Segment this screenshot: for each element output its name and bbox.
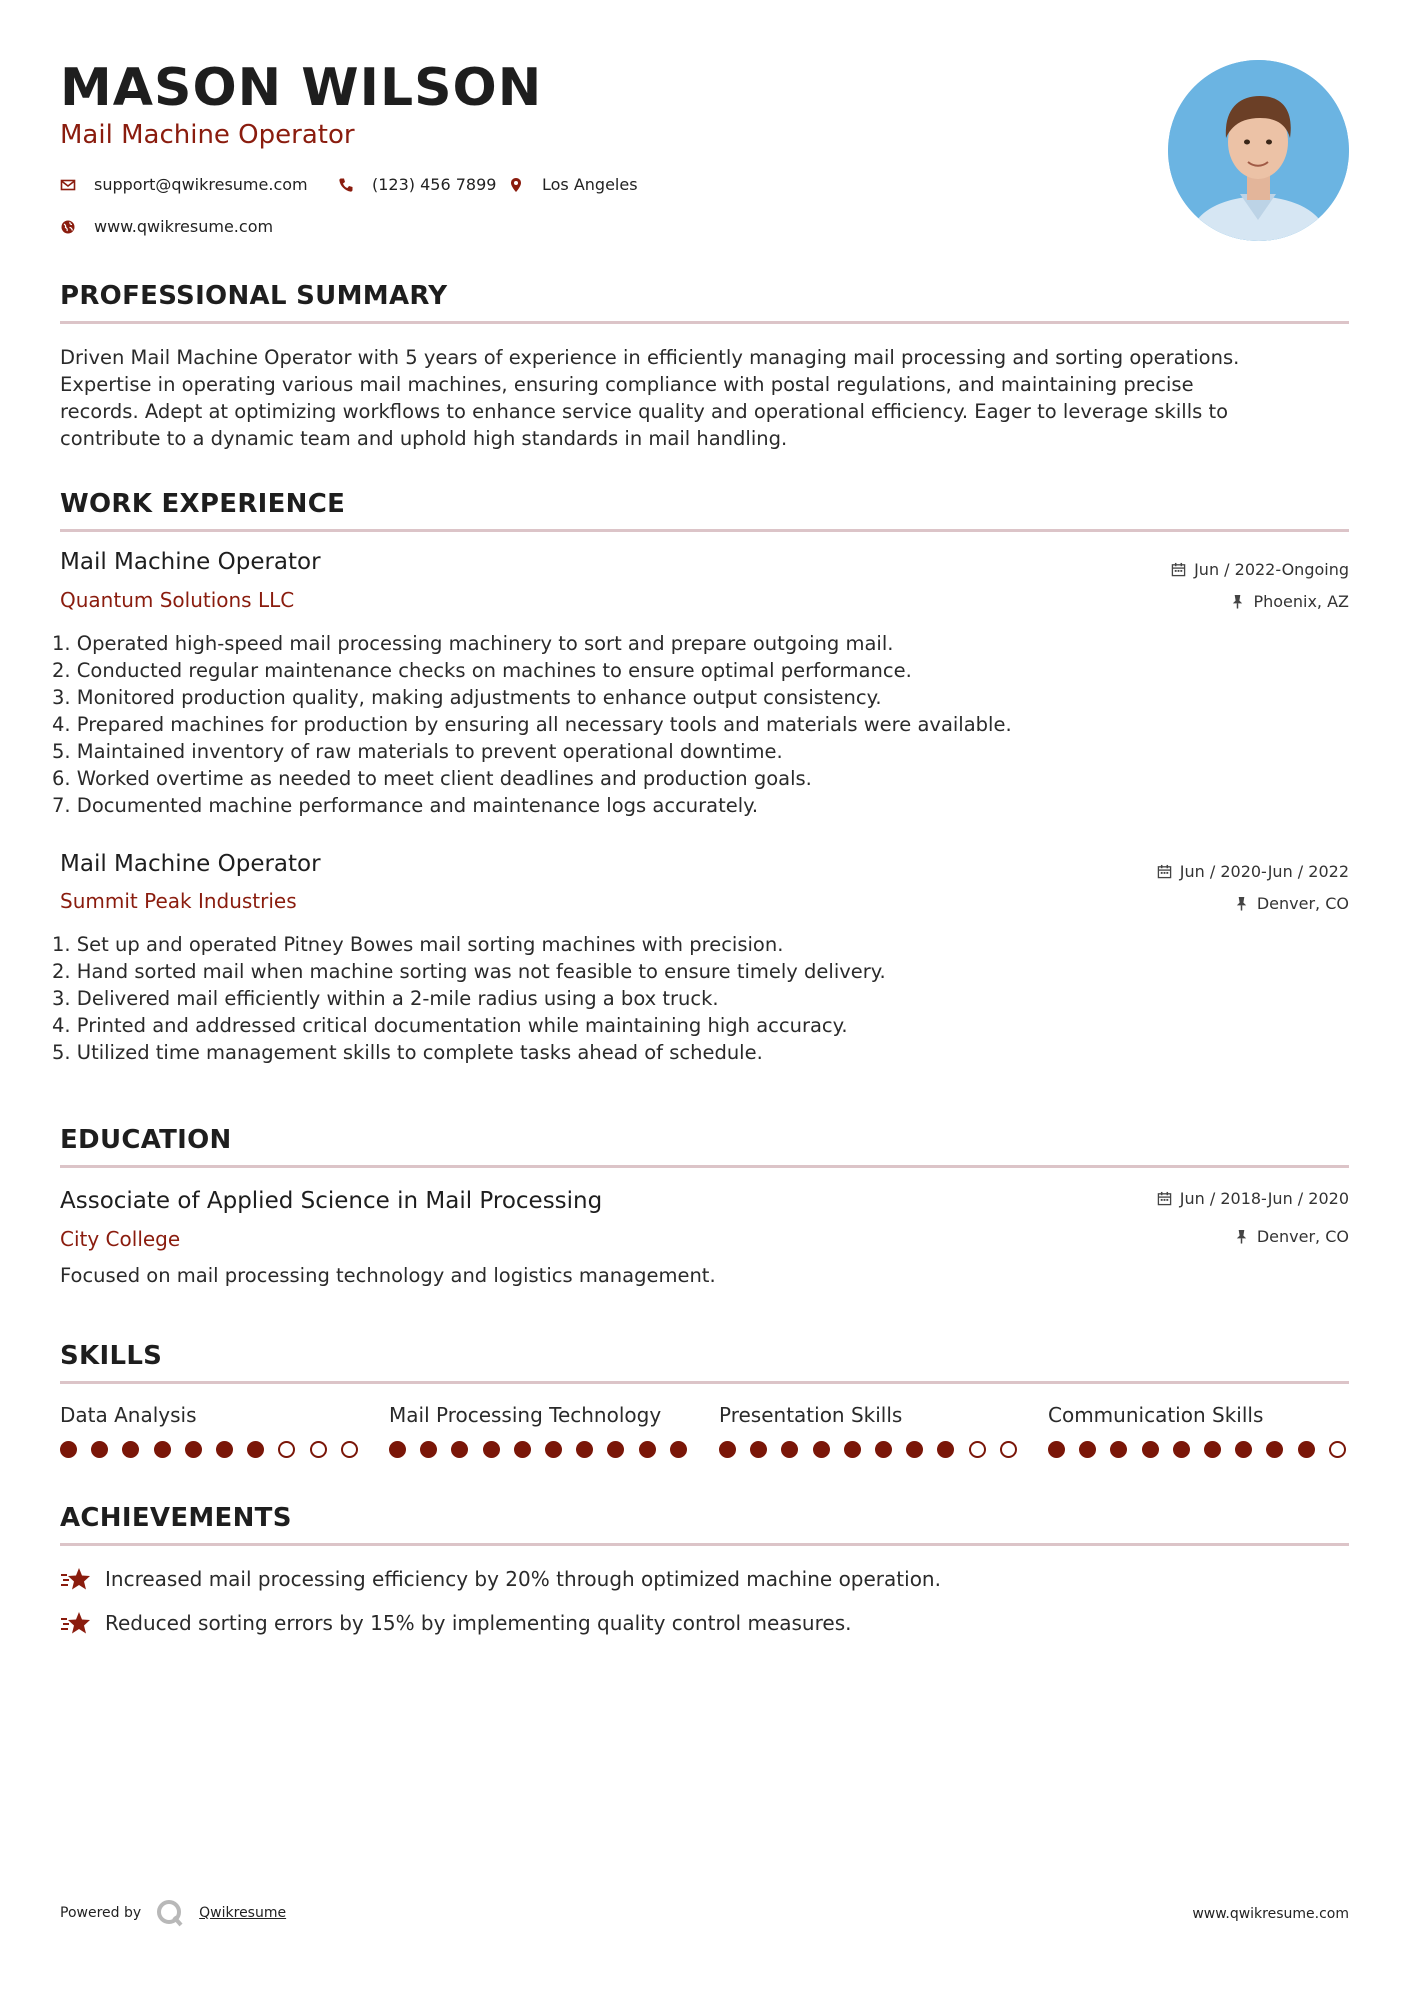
pushpin-icon: [1230, 594, 1245, 609]
rating-dot-filled: [451, 1441, 468, 1458]
rating-dot-empty: [1329, 1441, 1346, 1458]
skills-divider: [60, 1381, 1349, 1384]
skill-label: Communication Skills: [1048, 1403, 1264, 1427]
degree-title: Associate of Applied Science in Mail Processing: [60, 1188, 603, 1214]
rating-dot-filled: [389, 1441, 406, 1458]
achievements-divider: [60, 1543, 1349, 1546]
summary-line: contribute to a dynamic team and uphold high standards in mail handling.: [60, 427, 788, 450]
rating-dot-filled: [750, 1441, 767, 1458]
rating-dot-filled: [875, 1441, 892, 1458]
list-item: 6. Worked overtime as needed to meet client deadlines and production goals.: [52, 767, 812, 790]
rating-dot-filled: [781, 1441, 798, 1458]
education-heading: EDUCATION: [60, 1125, 232, 1155]
candidate-name: MASON WILSON: [60, 58, 543, 118]
achievement-item: Reduced sorting errors by 15% by implementing quality control measures.: [60, 1610, 851, 1636]
achievements-heading: ACHIEVEMENTS: [60, 1503, 292, 1533]
skill-rating: [389, 1441, 701, 1458]
list-item: 5. Maintained inventory of raw materials to prevent operational downtime.: [52, 740, 783, 763]
list-item: 2. Hand sorted mail when machine sorting was not feasible to ensure timely delivery.: [52, 960, 886, 983]
rating-dot-filled: [247, 1441, 264, 1458]
qwikresume-logo-icon: [155, 1898, 185, 1928]
contact-phone[interactable]: [338, 175, 496, 194]
list-item: 4. Printed and addressed critical documentation while maintaining high accuracy.: [52, 1014, 848, 1037]
rating-dot-filled: [514, 1441, 531, 1458]
summary-text: [60, 344, 1349, 452]
star-icon: [60, 1610, 92, 1636]
rating-dot-filled: [60, 1441, 77, 1458]
list-item: 5. Utilized time management skills to complete tasks ahead of schedule.: [52, 1041, 763, 1064]
candidate-title: Mail Machine Operator: [60, 120, 355, 150]
job-title: Mail Machine Operator: [60, 851, 321, 877]
list-item: 3. Monitored production quality, making adjustments to enhance output consistency.: [52, 686, 882, 709]
job-dates: Jun / 2020-Jun / 2022: [1157, 862, 1349, 881]
envelope-icon: [60, 177, 76, 193]
list-item: 7. Documented machine performance and maintenance logs accurately.: [52, 794, 759, 817]
location-text: Los Angeles: [542, 175, 638, 194]
skill-label: Data Analysis: [60, 1403, 197, 1427]
school-name: City College: [60, 1227, 181, 1251]
email-text: support@qwikresume.com: [94, 175, 308, 194]
list-item: 4. Prepared machines for production by ensuring all necessary tools and materials were available.: [52, 713, 1012, 736]
rating-dot-filled: [719, 1441, 736, 1458]
rating-dot-filled: [185, 1441, 202, 1458]
job-bullets: [52, 931, 1352, 1066]
qwikresume-link[interactable]: Qwikresume: [199, 1905, 287, 1921]
achievement-item: Increased mail processing efficiency by 20% through optimized machine operation.: [60, 1566, 941, 1592]
rating-dot-filled: [420, 1441, 437, 1458]
job-bullets: [52, 630, 1352, 819]
profile-photo: [1168, 60, 1349, 241]
rating-dot-filled: [813, 1441, 830, 1458]
rating-dot-filled: [1235, 1441, 1252, 1458]
education-dates: Jun / 2018-Jun / 2020: [1157, 1189, 1349, 1208]
skills-heading: SKILLS: [60, 1341, 163, 1371]
phone-text: (123) 456 7899: [372, 175, 497, 194]
summary-line: records. Adept at optimizing workflows to enhance service quality and operational efficiency. Eager to leverage skills to: [60, 400, 1229, 423]
summary-line: Expertise in operating various mail machines, ensuring compliance with postal regulations, and maintaining precise: [60, 373, 1194, 396]
skill-label: Presentation Skills: [719, 1403, 903, 1427]
calendar-icon: [1157, 1191, 1172, 1206]
website-text: www.qwikresume.com: [94, 217, 274, 236]
list-item: 2. Conducted regular maintenance checks on machines to ensure optimal performance.: [52, 659, 912, 682]
footer-website[interactable]: www.qwikresume.com: [1192, 1906, 1349, 1922]
rating-dot-filled: [154, 1441, 171, 1458]
rating-dot-filled: [576, 1441, 593, 1458]
calendar-icon: [1157, 864, 1172, 879]
summary-heading: PROFESSIONAL SUMMARY: [60, 281, 448, 311]
rating-dot-filled: [937, 1441, 954, 1458]
contact-location: [508, 175, 638, 194]
summary-divider: [60, 321, 1349, 324]
rating-dot-filled: [1173, 1441, 1190, 1458]
powered-by-text: Powered by: [60, 1905, 142, 1921]
rating-dot-filled: [545, 1441, 562, 1458]
list-item: 1. Operated high-speed mail processing machinery to sort and prepare outgoing mail.: [52, 632, 894, 655]
education-description: Focused on mail processing technology and logistics management.: [60, 1264, 716, 1287]
map-pin-icon: [508, 177, 524, 193]
rating-dot-filled: [1142, 1441, 1159, 1458]
rating-dot-filled: [906, 1441, 923, 1458]
footer-branding: [60, 1898, 286, 1928]
skill-rating: [1048, 1441, 1360, 1458]
rating-dot-filled: [844, 1441, 861, 1458]
rating-dot-empty: [310, 1441, 327, 1458]
skill-rating: [719, 1441, 1031, 1458]
education-divider: [60, 1165, 1349, 1168]
rating-dot-filled: [483, 1441, 500, 1458]
summary-line: Driven Mail Machine Operator with 5 years of experience in efficiently managing mail processing and sorting operations.: [60, 346, 1240, 369]
rating-dot-filled: [1298, 1441, 1315, 1458]
rating-dot-filled: [1048, 1441, 1065, 1458]
avatar-portrait-icon: [1168, 60, 1349, 241]
rating-dot-empty: [1000, 1441, 1017, 1458]
list-item: 3. Delivered mail efficiently within a 2-mile radius using a box truck.: [52, 987, 719, 1010]
job-company: Quantum Solutions LLC: [60, 588, 295, 612]
rating-dot-filled: [122, 1441, 139, 1458]
pushpin-icon: [1234, 1229, 1249, 1244]
list-item: 1. Set up and operated Pitney Bowes mail sorting machines with precision.: [52, 933, 784, 956]
rating-dot-filled: [607, 1441, 624, 1458]
education-location: Denver, CO: [1234, 1227, 1349, 1246]
rating-dot-empty: [341, 1441, 358, 1458]
skill-label: Mail Processing Technology: [389, 1403, 662, 1427]
pushpin-icon: [1234, 896, 1249, 911]
job-dates: Jun / 2022-Ongoing: [1171, 560, 1349, 579]
rating-dot-filled: [670, 1441, 687, 1458]
rating-dot-filled: [1079, 1441, 1096, 1458]
job-location: Denver, CO: [1234, 894, 1349, 913]
rating-dot-filled: [1266, 1441, 1283, 1458]
job-company: Summit Peak Industries: [60, 889, 297, 913]
rating-dot-filled: [639, 1441, 656, 1458]
skill-rating: [60, 1441, 372, 1458]
rating-dot-empty: [278, 1441, 295, 1458]
globe-icon: [60, 219, 76, 235]
job-title: Mail Machine Operator: [60, 549, 321, 575]
star-icon: [60, 1566, 92, 1592]
contact-website[interactable]: [60, 217, 273, 236]
rating-dot-filled: [1204, 1441, 1221, 1458]
phone-icon: [338, 177, 354, 193]
rating-dot-empty: [969, 1441, 986, 1458]
calendar-icon: [1171, 562, 1186, 577]
rating-dot-filled: [216, 1441, 233, 1458]
experience-heading: WORK EXPERIENCE: [60, 489, 346, 519]
contact-email[interactable]: [60, 175, 308, 194]
rating-dot-filled: [1110, 1441, 1127, 1458]
experience-divider: [60, 529, 1349, 532]
job-location: Phoenix, AZ: [1230, 592, 1349, 611]
rating-dot-filled: [91, 1441, 108, 1458]
